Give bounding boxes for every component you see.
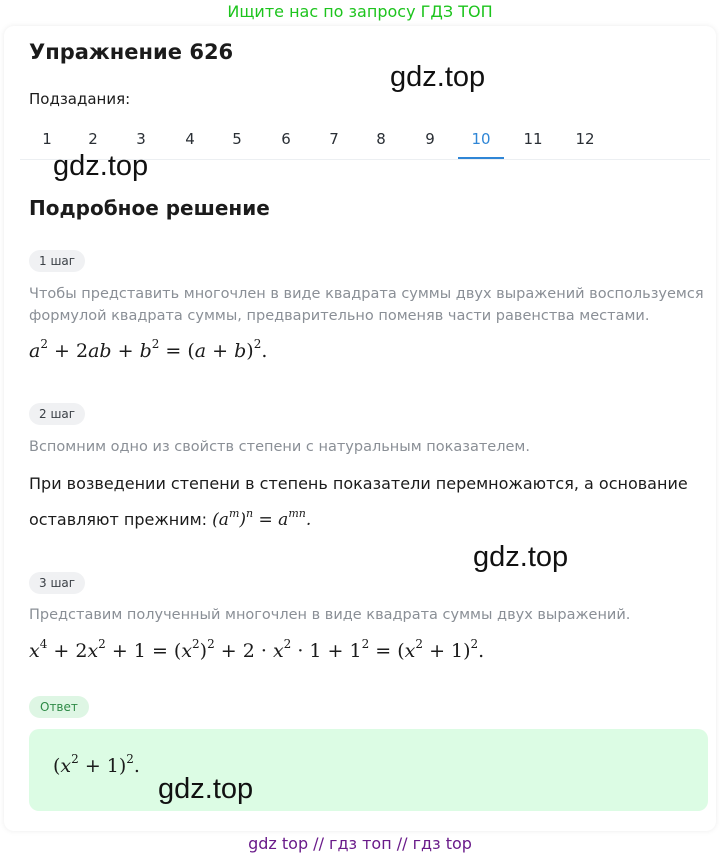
step-1-badge: 1 шаг	[29, 250, 85, 272]
step-3-badge: 3 шаг	[29, 572, 85, 594]
step-2-rule-line-2	[29, 507, 709, 530]
step-2-description: Вспомним одно из свойств степени с натуральным показателем.	[29, 439, 530, 455]
tab-8[interactable]: 8	[376, 130, 386, 148]
top-banner: Ищите нас по запросу ГДЗ ТОП	[227, 2, 493, 21]
step-2-rule-line-1: При возведении степени в степень показатели перемножаются, а основание	[29, 474, 688, 493]
tab-6[interactable]: 6	[281, 130, 291, 148]
step-2-rule-formula: $(a^m)^n = a^{mn}$.	[212, 507, 312, 530]
page-title: Упражнение 626	[29, 40, 234, 64]
subtasks-label: Подзадания:	[29, 90, 131, 108]
step-3-formula: $x^4 + 2x^2 + 1 = (x^2)^2 + 2 \cdot x^2 \cdot 1 + 1^2 = (x^2 + 1)^2$.	[29, 637, 485, 662]
tab-7[interactable]: 7	[329, 130, 339, 148]
step-1-description: Чтобы представить многочлен в виде квадрата суммы двух выражений воспользуемся формулой квадрата суммы, предварительно поменяв части равенства местами.	[29, 286, 704, 324]
answer-badge: Ответ	[29, 696, 89, 718]
step-2-rule-text: оставляют прежним:	[29, 510, 208, 529]
watermark: gdz.top	[473, 541, 569, 573]
watermark: gdz.top	[158, 773, 254, 805]
tab-12[interactable]: 12	[575, 130, 595, 148]
footer-links[interactable]: gdz top // гдз топ // гдз top	[248, 834, 472, 853]
tab-5[interactable]: 5	[232, 130, 242, 148]
tab-2[interactable]: 2	[88, 130, 98, 148]
section-title: Подробное решение	[29, 196, 270, 220]
step-3-description: Представим полученный многочлен в виде квадрата суммы двух выражений.	[29, 607, 631, 623]
tab-3[interactable]: 3	[136, 130, 146, 148]
watermark: gdz.top	[390, 61, 486, 93]
step-1-formula: $a^2 + 2ab + b^2 = (a + b)^2$.	[29, 337, 268, 362]
tab-9[interactable]: 9	[425, 130, 435, 148]
tab-4[interactable]: 4	[185, 130, 195, 148]
step-2-badge: 2 шаг	[29, 403, 85, 425]
answer-formula: $(x^2 + 1)^2$.	[53, 752, 140, 777]
watermark: gdz.top	[53, 150, 149, 182]
tab-1[interactable]: 1	[42, 130, 52, 148]
answer-box	[29, 729, 708, 811]
tab-10[interactable]: 10	[458, 122, 504, 159]
tab-11[interactable]: 11	[523, 130, 543, 148]
